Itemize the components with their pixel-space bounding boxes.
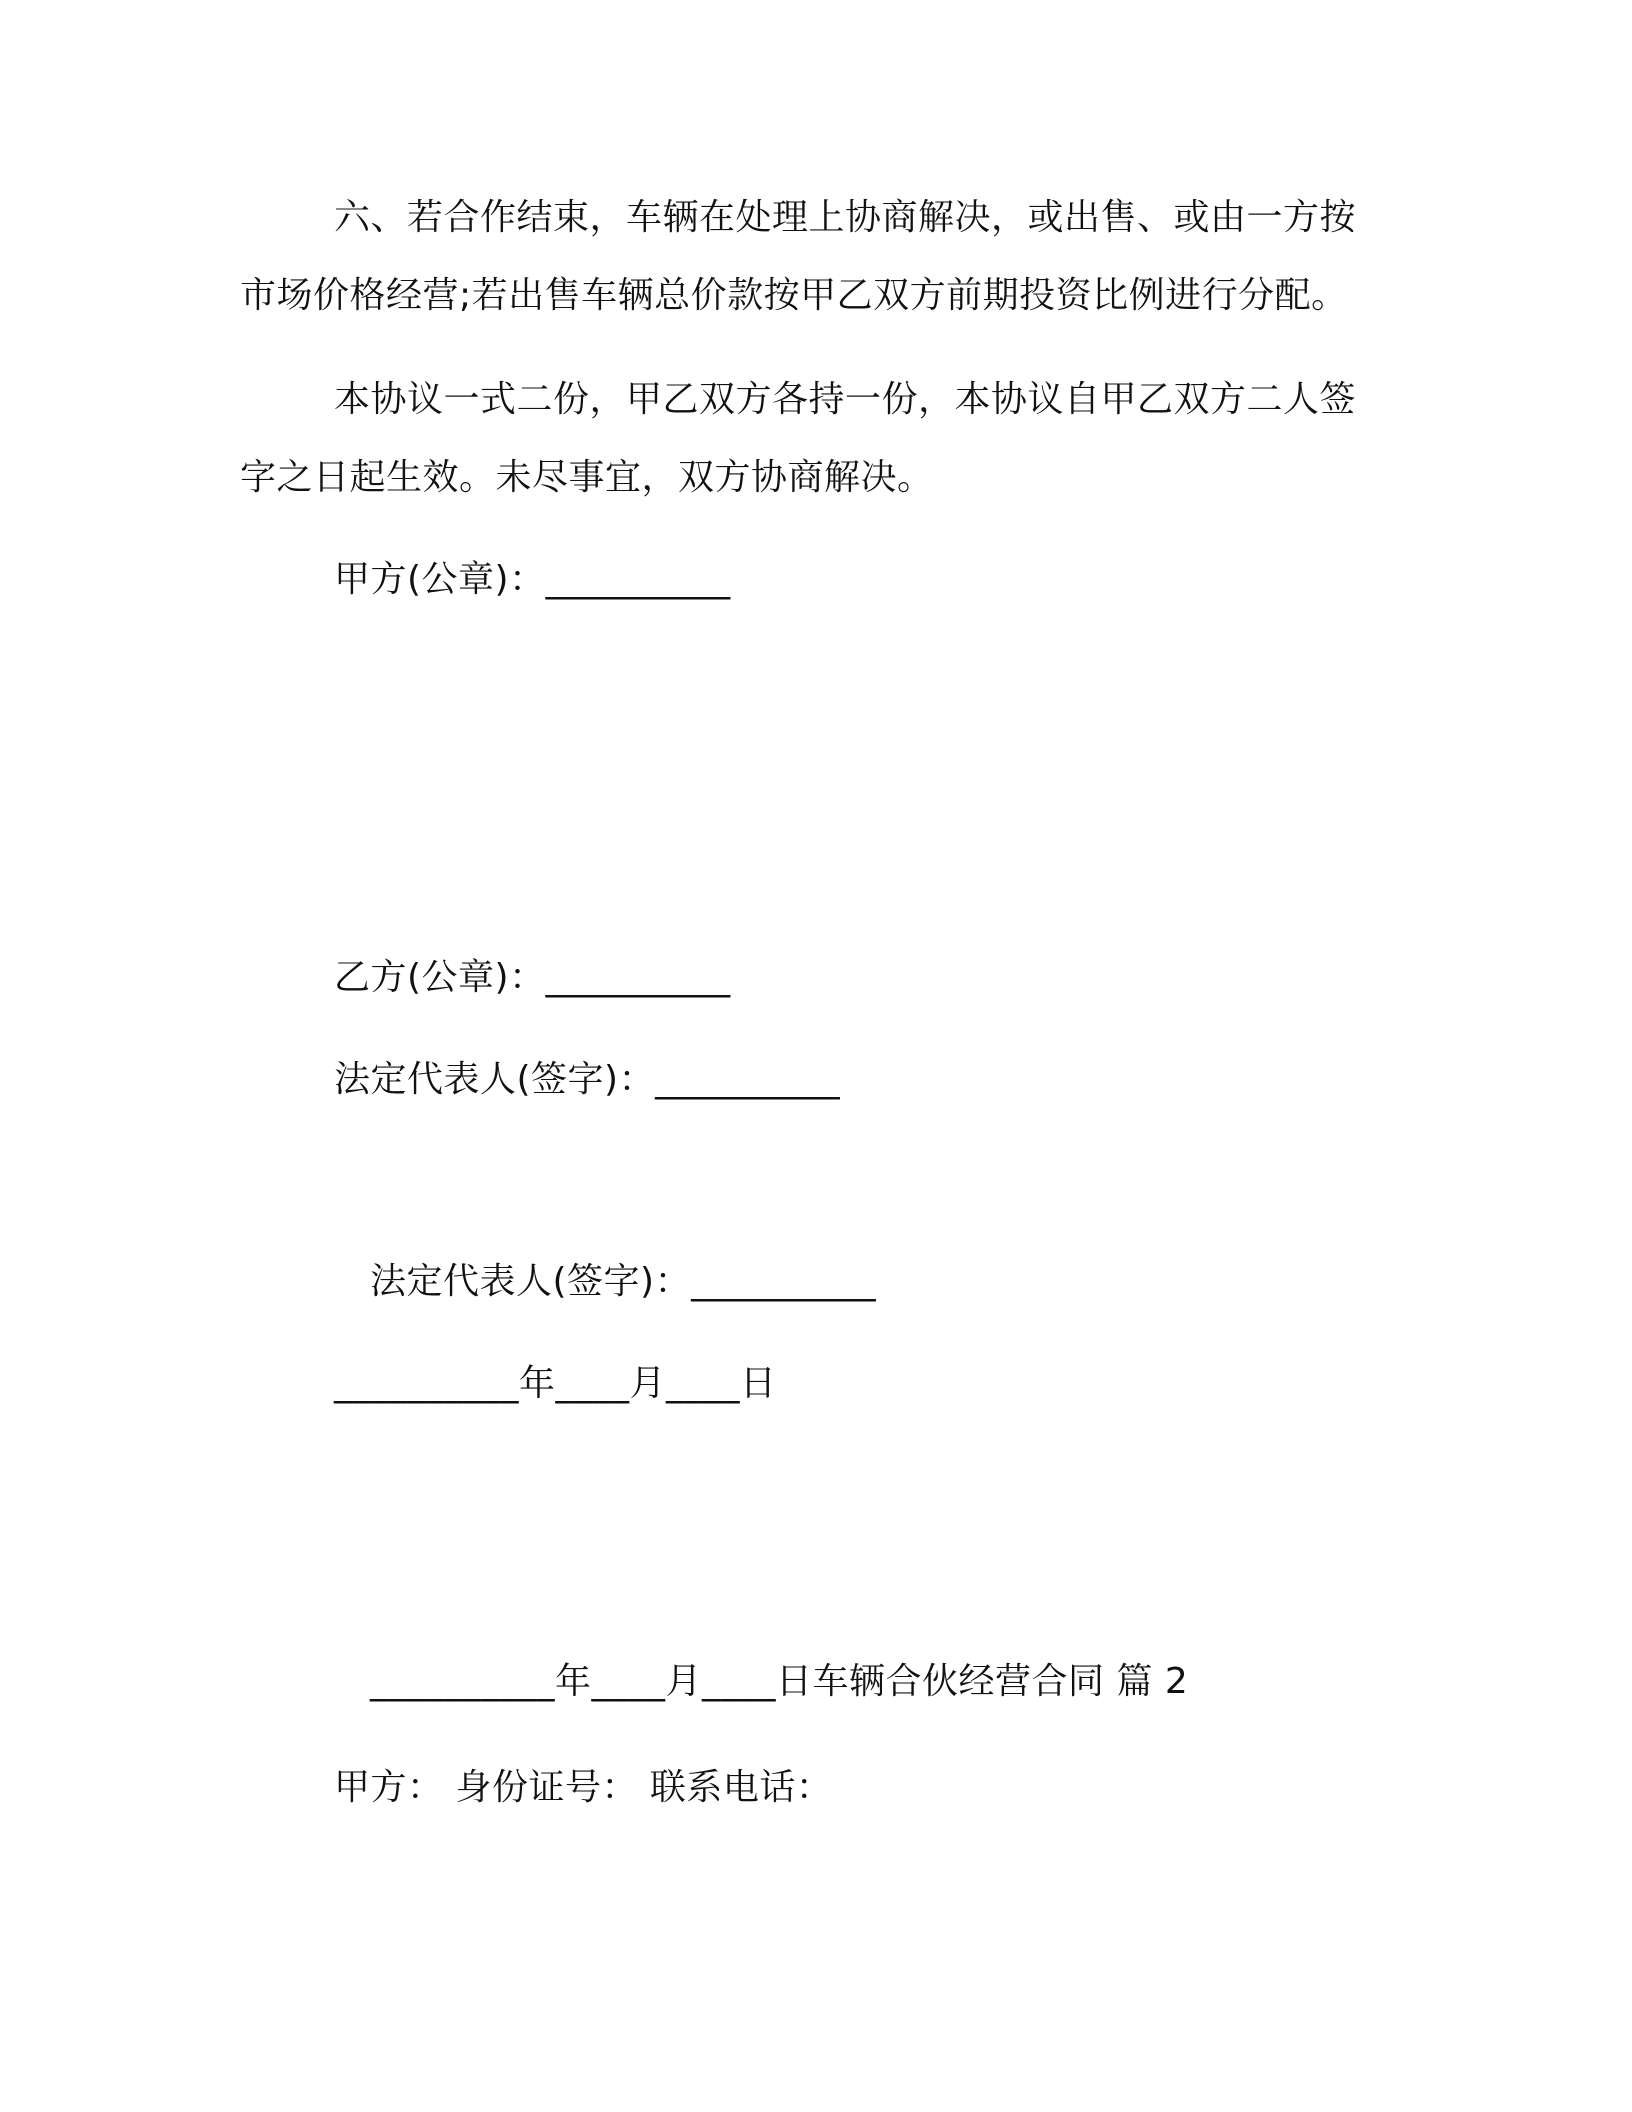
party-b-seal-field: 乙方(公章)：__________ xyxy=(334,957,731,998)
paragraph-6-line-2: 市场价格经营;若出售车辆总价款按甲乙双方前期投资比例进行分配。 xyxy=(240,275,1348,316)
agreement-line-1: 本协议一式二份，甲乙双方各持一份，本协议自甲乙双方二人签 xyxy=(334,379,1357,420)
party-a-seal-field: 甲方(公章)：__________ xyxy=(334,559,731,600)
section-2-heading: __________年____月____日车辆合伙经营合同 篇 2 xyxy=(370,1661,1189,1702)
legal-representative-field-1: 法定代表人(签字)：__________ xyxy=(334,1059,841,1100)
party-a-info-line: 甲方： 身份证号： 联系电话： xyxy=(334,1767,833,1808)
legal-representative-field-2: 法定代表人(签字)：__________ xyxy=(370,1261,877,1302)
date-line: __________年____月____日 xyxy=(334,1363,777,1404)
agreement-line-2: 字之日起生效。未尽事宜，双方协商解决。 xyxy=(240,457,934,498)
paragraph-6-line-1: 六、若合作结束，车辆在处理上协商解决，或出售、或由一方按 xyxy=(334,197,1357,238)
